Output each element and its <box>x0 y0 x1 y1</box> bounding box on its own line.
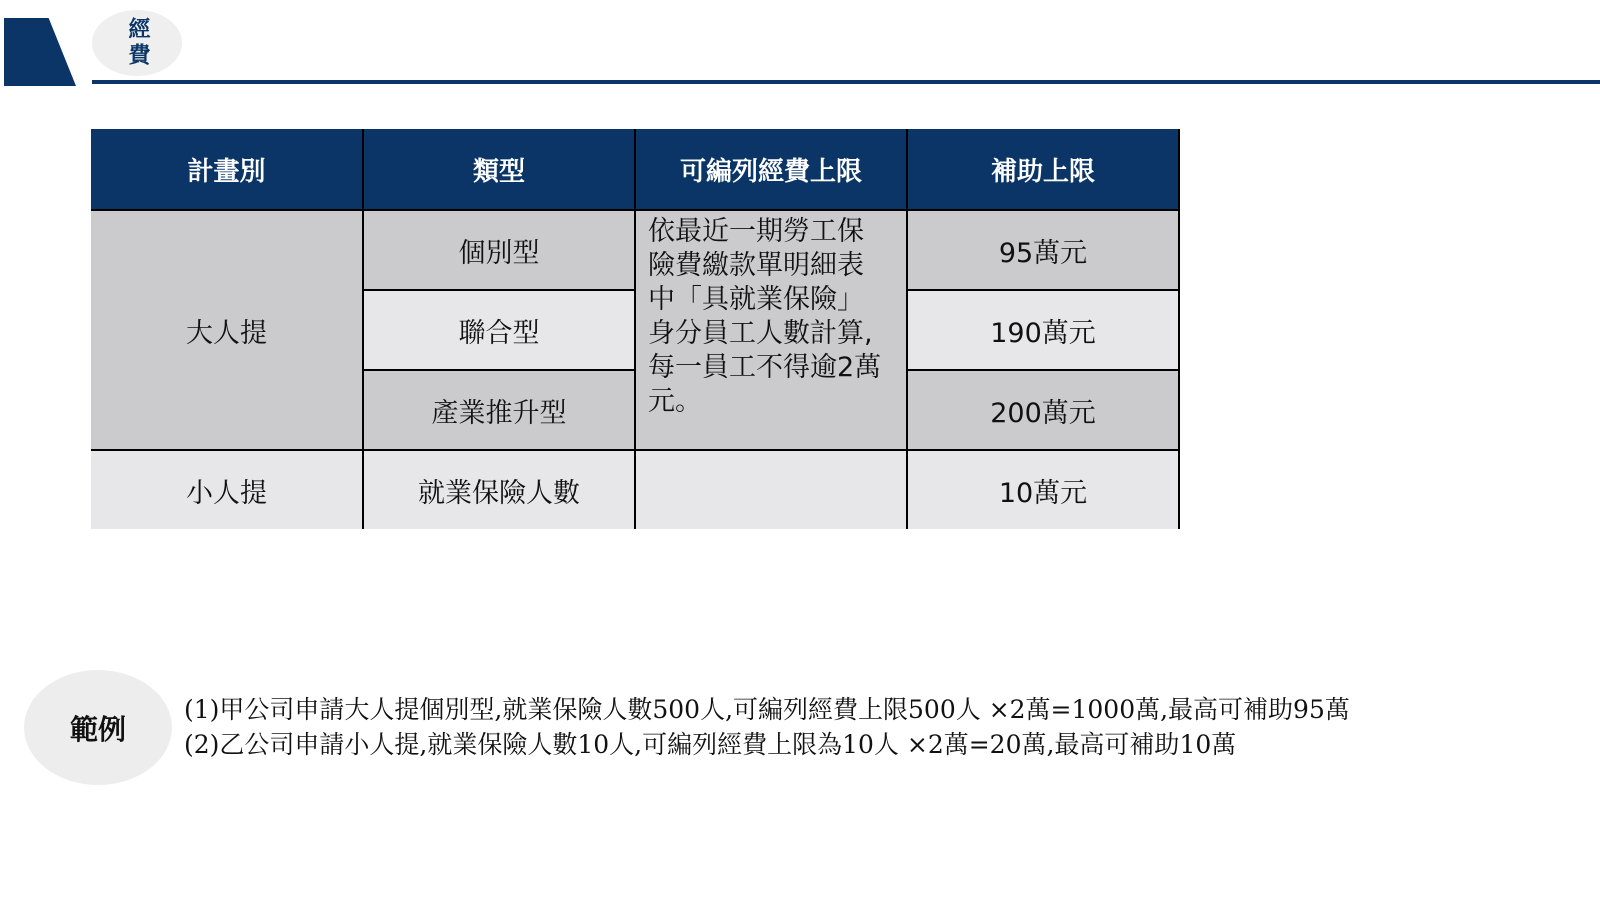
example-label: 範例 <box>69 712 126 746</box>
program-cell-small: 小人提 <box>91 450 363 529</box>
type-cell: 個別型 <box>363 210 635 290</box>
type-cell: 聯合型 <box>363 290 635 370</box>
type-cell: 產業推升型 <box>363 370 635 450</box>
example-line-2: (2)乙公司申請小人提,就業保險人數10人,可編列經費上限為10人 ×2萬=20萬,最高可補助10萬 <box>184 730 1237 759</box>
example-badge <box>24 670 172 785</box>
column-header-type: 類型 <box>363 129 635 210</box>
corner-decoration <box>4 18 76 86</box>
cap-cell: 95萬元 <box>907 210 1179 290</box>
column-header-budget-limit: 可編列經費上限 <box>635 129 907 210</box>
table-header-row <box>91 129 1179 210</box>
page-title: 經費 <box>125 17 150 69</box>
funding-table <box>91 129 1180 529</box>
header-divider <box>92 80 1600 84</box>
budget-cell-empty <box>635 450 907 529</box>
table-row <box>91 210 1179 290</box>
example-line-1: (1)甲公司申請大人提個別型,就業保險人數500人,可編列經費上限500人 ×2萬=1000萬,最高可補助95萬 <box>184 695 1350 724</box>
title-badge <box>92 10 182 76</box>
cap-cell: 190萬元 <box>907 290 1179 370</box>
cap-cell: 200萬元 <box>907 370 1179 450</box>
example-text <box>184 692 1350 762</box>
column-header-subsidy-cap: 補助上限 <box>907 129 1179 210</box>
type-cell: 就業保險人數 <box>363 450 635 529</box>
cap-cell: 10萬元 <box>907 450 1179 529</box>
program-cell-large: 大人提 <box>91 210 363 450</box>
budget-note-cell: 依最近一期勞工保 險費繳款單明細表 中「具就業保險」 身分員工人數計算, 每一員工不得逾2萬 元。 <box>635 210 907 450</box>
table-row <box>91 450 1179 529</box>
column-header-program: 計畫別 <box>91 129 363 210</box>
